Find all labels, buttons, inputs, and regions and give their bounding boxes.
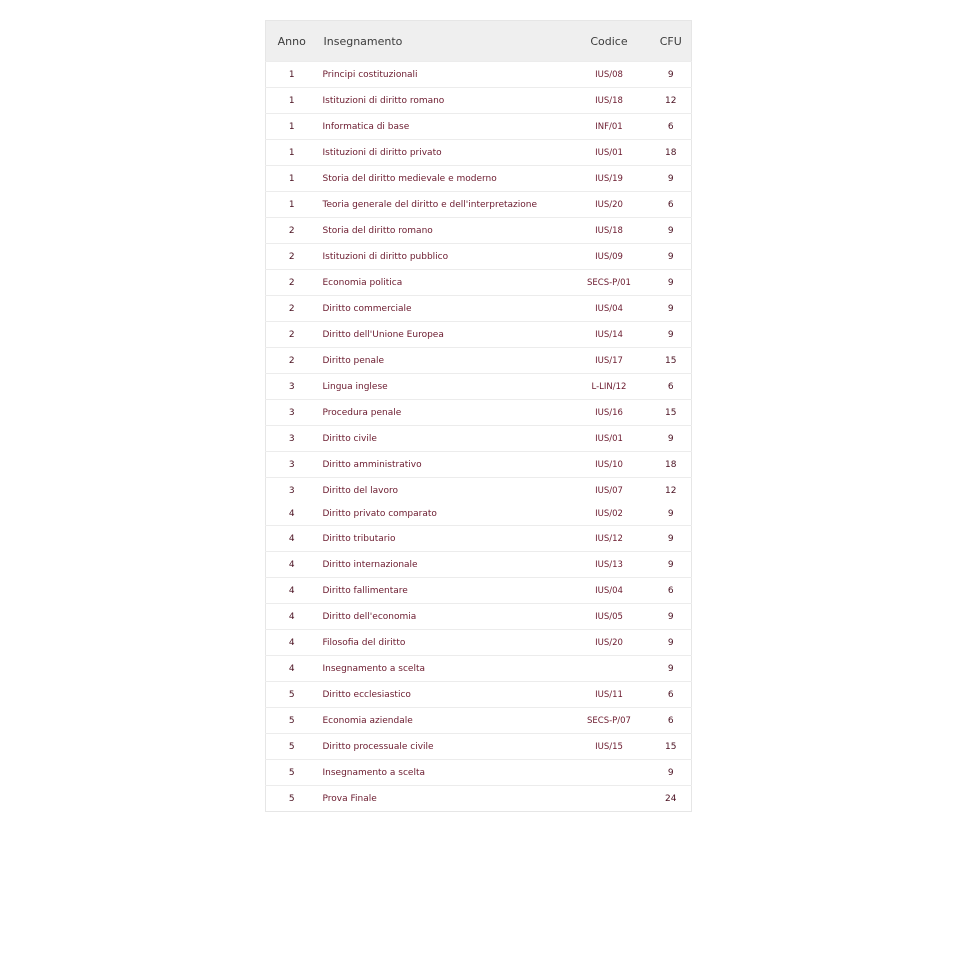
- cell-codice: [568, 656, 651, 682]
- cell-cfu: 9: [667, 303, 674, 314]
- cell-anno: 5: [288, 715, 295, 726]
- cell-insegnamento: Storia del diritto medievale e moderno: [322, 173, 497, 184]
- cell-insegnamento: Diritto del lavoro: [322, 485, 399, 496]
- table-row: [266, 656, 692, 682]
- cell-codice: IUS/02: [595, 509, 623, 520]
- table-row: [266, 400, 692, 426]
- cell-insegnamento: Teoria generale del diritto e dell'interpretazione: [322, 199, 538, 210]
- cell-cfu: 9: [667, 663, 674, 674]
- cell-insegnamento: Istituzioni di diritto pubblico: [322, 251, 449, 262]
- cell-anno: 2: [288, 251, 295, 262]
- cell-anno: 4: [288, 533, 295, 544]
- header-anno: Anno: [277, 34, 306, 48]
- cell-codice: IUS/04: [595, 585, 623, 596]
- cell-insegnamento: Diritto tributario: [322, 533, 396, 544]
- cell-anno: 3: [288, 381, 295, 392]
- table-row: [266, 786, 692, 812]
- cell-anno: 4: [288, 611, 295, 622]
- cell-cfu: 9: [667, 329, 674, 340]
- cell-insegnamento: Procedura penale: [322, 407, 402, 418]
- cell-insegnamento: Diritto fallimentare: [322, 585, 408, 596]
- cell-cfu: 15: [665, 355, 677, 366]
- cell-cfu: 6: [667, 715, 674, 726]
- cell-anno: 2: [288, 355, 295, 366]
- cell-cfu: 9: [667, 559, 674, 570]
- cell-cfu: 9: [667, 533, 674, 544]
- cell-codice: INF/01: [595, 121, 623, 132]
- cell-anno: 1: [288, 199, 295, 210]
- cell-anno: 4: [288, 559, 295, 570]
- table-row: [266, 552, 692, 578]
- cell-anno: 2: [288, 225, 295, 236]
- cell-codice: IUS/04: [595, 303, 623, 314]
- table-row: [266, 604, 692, 630]
- cell-codice: IUS/01: [595, 433, 623, 444]
- table-row: [266, 192, 692, 218]
- cell-cfu: 9: [667, 611, 674, 622]
- cell-codice: IUS/18: [595, 95, 623, 106]
- cell-codice: IUS/09: [595, 251, 623, 262]
- cell-anno: 3: [288, 485, 295, 496]
- table-row: [266, 244, 692, 270]
- cell-cfu: 9: [667, 251, 674, 262]
- cell-codice: IUS/17: [595, 355, 623, 366]
- cell-insegnamento: Economia aziendale: [322, 715, 413, 726]
- table-row: [266, 708, 692, 734]
- cell-cfu: 9: [667, 225, 674, 236]
- cell-codice: IUS/16: [595, 407, 623, 418]
- cell-anno: 4: [288, 509, 295, 520]
- cell-codice: SECS-P/07: [587, 715, 631, 726]
- cell-anno: 1: [288, 147, 295, 158]
- table-row: [266, 760, 692, 786]
- cell-anno: 2: [288, 277, 295, 288]
- cell-insegnamento: Istituzioni di diritto romano: [322, 95, 445, 106]
- cell-cfu: 12: [665, 485, 677, 496]
- table-row: [266, 452, 692, 478]
- cell-cfu: 6: [667, 585, 674, 596]
- cell-insegnamento: Diritto commerciale: [322, 303, 412, 314]
- cell-codice: SECS-P/01: [587, 277, 631, 288]
- cell-anno: 3: [288, 407, 295, 418]
- cell-insegnamento: Diritto amministrativo: [322, 459, 422, 470]
- cell-codice: IUS/18: [595, 225, 623, 236]
- cell-insegnamento: Principi costituzionali: [322, 69, 418, 80]
- cell-insegnamento: Insegnamento a scelta: [322, 767, 426, 778]
- table-row: [266, 166, 692, 192]
- cell-insegnamento: Prova Finale: [322, 793, 377, 804]
- cell-cfu: 9: [667, 433, 674, 444]
- table-row: [266, 114, 692, 140]
- table-row: [266, 140, 692, 166]
- header-cfu: CFU: [659, 34, 682, 48]
- header-row: [266, 21, 692, 62]
- cell-anno: 4: [288, 663, 295, 674]
- cell-cfu: 9: [667, 277, 674, 288]
- cell-codice: IUS/13: [595, 559, 623, 570]
- cell-insegnamento: Storia del diritto romano: [322, 225, 433, 236]
- cell-insegnamento: Filosofia del diritto: [322, 637, 406, 648]
- cell-codice: L-LIN/12: [591, 381, 627, 392]
- cell-codice: IUS/11: [595, 689, 623, 700]
- cell-insegnamento: Diritto privato comparato: [322, 509, 437, 520]
- cell-codice: IUS/07: [595, 485, 623, 496]
- table-row: [266, 426, 692, 452]
- table-row: [266, 296, 692, 322]
- table-row: [266, 478, 692, 504]
- table-row: [266, 374, 692, 400]
- cell-cfu: 9: [667, 69, 674, 80]
- cell-anno: 1: [288, 95, 295, 106]
- courses-table: [265, 20, 692, 812]
- cell-anno: 1: [288, 69, 295, 80]
- cell-insegnamento: Diritto processuale civile: [322, 741, 434, 752]
- cell-codice: IUS/10: [595, 459, 623, 470]
- table-row: [266, 630, 692, 656]
- cell-codice: IUS/08: [595, 69, 623, 80]
- cell-codice: IUS/05: [595, 611, 623, 622]
- cell-codice: IUS/15: [595, 741, 623, 752]
- table-row: [266, 322, 692, 348]
- cell-insegnamento: Insegnamento a scelta: [322, 663, 426, 674]
- cell-anno: 2: [288, 303, 295, 314]
- cell-anno: 5: [288, 741, 295, 752]
- cell-anno: 4: [288, 585, 295, 596]
- cell-cfu: 15: [665, 741, 677, 752]
- cell-codice: IUS/20: [595, 637, 623, 648]
- cell-insegnamento: Diritto internazionale: [322, 559, 418, 570]
- cell-anno: 3: [288, 459, 295, 470]
- cell-cfu: 9: [667, 509, 674, 520]
- cell-insegnamento: Diritto penale: [322, 355, 385, 366]
- cell-cfu: 15: [665, 407, 677, 418]
- cell-cfu: 6: [667, 199, 674, 210]
- cell-anno: 5: [288, 689, 295, 700]
- table-row: [266, 734, 692, 760]
- cell-codice: IUS/01: [595, 147, 623, 158]
- cell-insegnamento: Diritto dell'Unione Europea: [322, 329, 444, 340]
- cell-insegnamento: Diritto civile: [322, 433, 377, 444]
- cell-anno: 3: [288, 433, 295, 444]
- table-row: [266, 682, 692, 708]
- table-row: [266, 504, 692, 526]
- cell-anno: 2: [288, 329, 295, 340]
- table-row: [266, 270, 692, 296]
- cell-anno: 1: [288, 121, 295, 132]
- cell-anno: 1: [288, 173, 295, 184]
- cell-cfu: 6: [667, 121, 674, 132]
- cell-cfu: 18: [665, 147, 677, 158]
- table-body: [266, 62, 692, 812]
- cell-anno: 5: [288, 767, 295, 778]
- cell-insegnamento: Diritto ecclesiastico: [322, 689, 411, 700]
- table-header: [266, 21, 692, 62]
- table-row: [266, 62, 692, 88]
- cell-codice: IUS/14: [595, 329, 623, 340]
- cell-cfu: 24: [665, 793, 677, 804]
- cell-cfu: 18: [665, 459, 677, 470]
- table-row: [266, 218, 692, 244]
- table-row: [266, 526, 692, 552]
- table-row: [266, 348, 692, 374]
- cell-cfu: 12: [665, 95, 677, 106]
- table-row: [266, 578, 692, 604]
- cell-anno: 4: [288, 637, 295, 648]
- cell-insegnamento: Istituzioni di diritto privato: [322, 147, 442, 158]
- header-codice: Codice: [590, 34, 628, 48]
- cell-codice: [568, 786, 651, 812]
- table-row: [266, 88, 692, 114]
- header-insegnamento: Insegnamento: [323, 34, 403, 48]
- cell-cfu: 9: [667, 767, 674, 778]
- cell-cfu: 9: [667, 173, 674, 184]
- cell-insegnamento: Diritto dell'economia: [322, 611, 417, 622]
- cell-cfu: 9: [667, 637, 674, 648]
- cell-codice: [568, 760, 651, 786]
- cell-cfu: 6: [667, 689, 674, 700]
- cell-codice: IUS/19: [595, 173, 623, 184]
- cell-insegnamento: Lingua inglese: [322, 381, 388, 392]
- cell-anno: 5: [288, 793, 295, 804]
- cell-insegnamento: Economia politica: [322, 277, 403, 288]
- cell-codice: IUS/20: [595, 199, 623, 210]
- cell-codice: IUS/12: [595, 533, 623, 544]
- cell-insegnamento: Informatica di base: [322, 121, 410, 132]
- cell-cfu: 6: [667, 381, 674, 392]
